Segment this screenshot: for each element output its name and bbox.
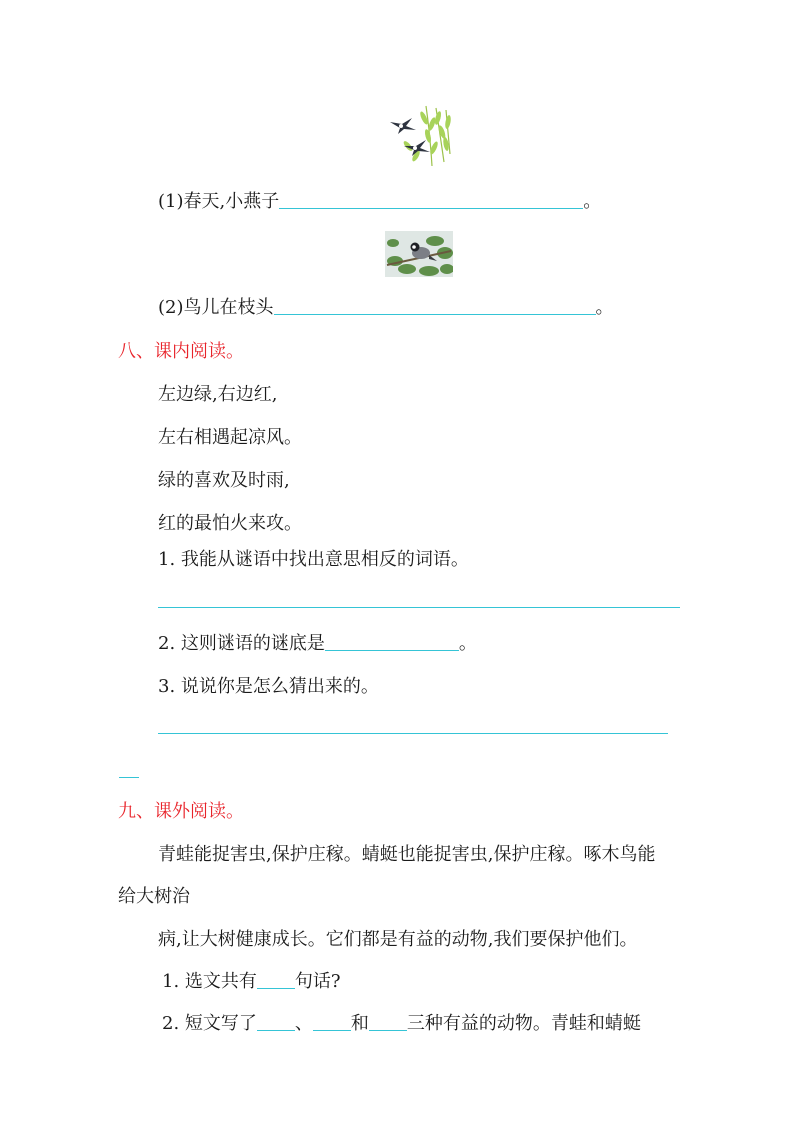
swallows-willow-picture [386,104,454,168]
answer-blank-1[interactable] [257,1012,295,1031]
bird-on-branch-picture [385,231,453,277]
answer-blank-3[interactable] [369,1012,407,1031]
separator: 、 [294,1013,313,1034]
question-text: (2)鸟儿在枝头 [158,297,274,318]
question-text: (1)春天,小燕子 [158,191,280,212]
passage-line-1: 青蛙能捉害虫,保护庄稼。蜻蜓也能捉害虫,保护庄稼。啄木鸟能 [158,844,656,865]
question-8-2 [158,632,477,656]
question-text-after: 三种有益的动物。青蛙和蜻蜓 [406,1013,641,1034]
riddle-line-2: 左右相遇起凉风。 [158,427,302,448]
question-end: 。 [595,297,614,318]
separator: 和 [350,1013,369,1034]
answer-blank-2[interactable] [313,1012,351,1031]
question-8-1: 1. 我能从谜语中找出意思相反的词语。 [158,549,469,570]
question-text: 1. 选文共有 [162,971,257,992]
answer-line-8-1[interactable] [158,607,680,608]
question-end: 。 [458,633,477,654]
answer-line-8-3-overflow[interactable] [119,777,139,778]
answer-blank[interactable] [279,190,583,209]
question-9-1 [162,970,341,994]
question-text: 2. 这则谜语的谜底是 [158,633,325,654]
answer-blank[interactable] [274,296,596,315]
question-7-1 [158,190,601,214]
question-8-3: 3. 说说你是怎么猜出来的。 [158,676,379,697]
answer-blank[interactable] [257,970,295,989]
question-text: 2. 短文写了 [162,1013,257,1034]
answer-line-8-3[interactable] [158,733,668,734]
question-text-after: 句话? [294,971,341,992]
section-9-heading: 九、课外阅读。 [118,801,244,822]
question-7-2 [158,296,614,320]
passage-line-3: 病,让大树健康成长。它们都是有益的动物,我们要保护他们。 [158,929,638,950]
riddle-line-1: 左边绿,右边红, [158,384,278,405]
question-9-2 [162,1012,641,1036]
question-end: 。 [583,191,602,212]
riddle-line-4: 红的最怕火来攻。 [158,513,302,534]
passage-line-2: 给大树治 [118,886,190,907]
answer-blank[interactable] [325,632,459,651]
riddle-line-3: 绿的喜欢及时雨, [158,470,290,491]
section-8-heading: 八、课内阅读。 [118,341,244,362]
